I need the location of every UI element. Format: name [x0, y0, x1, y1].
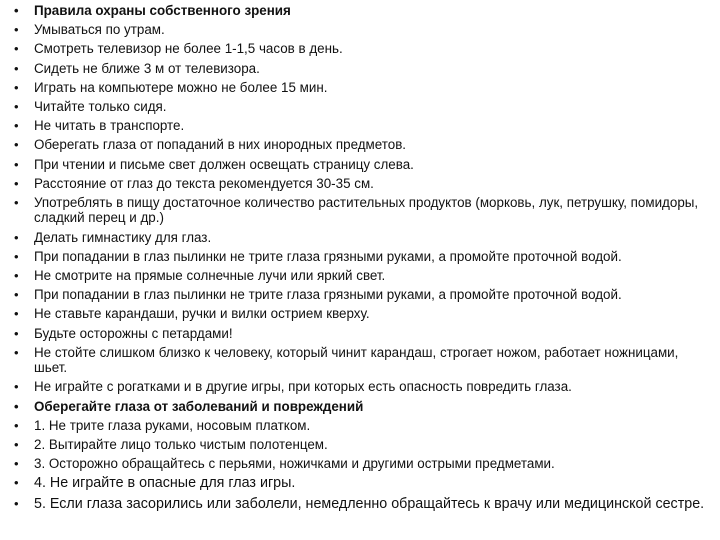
item-text: 1. Не трите глаза руками, носовым платком. — [34, 417, 311, 433]
list-item — [14, 80, 710, 96]
bullet-icon: • — [14, 194, 19, 210]
item-text: Не играйте с рогатками и в другие игры, при которых есть опасность повредить глаза. — [34, 379, 572, 395]
bullet-icon: • — [14, 379, 19, 395]
list-item — [14, 41, 710, 57]
section-heading — [14, 3, 710, 19]
item-text: При попадании в глаз пылинки не трите глаза грязными руками, а промойте проточной водой. — [34, 287, 622, 303]
list-item — [14, 456, 710, 472]
list-item — [14, 99, 710, 115]
list-item — [14, 268, 710, 284]
list-item — [14, 287, 710, 303]
bullet-icon: • — [14, 306, 19, 322]
item-text: Будьте осторожны с петардами! — [34, 325, 233, 341]
item-text: 2. Вытирайте лицо только чистым полотенцем. — [34, 436, 328, 452]
bullet-icon: • — [14, 456, 19, 472]
bullet-icon: • — [14, 475, 19, 491]
bullet-icon: • — [14, 118, 19, 134]
bullet-icon: • — [14, 436, 19, 452]
list-item — [14, 22, 710, 38]
item-text: Читайте только сидя. — [34, 98, 167, 114]
bullet-icon: • — [14, 267, 19, 283]
list-item — [14, 157, 710, 173]
rules-list — [14, 3, 710, 516]
bullet-icon: • — [14, 156, 19, 172]
list-item — [14, 437, 710, 453]
list-item — [14, 230, 710, 246]
list-item — [14, 418, 710, 434]
item-text: Не ставьте карандаши, ручки и вилки острием кверху. — [34, 306, 370, 322]
bullet-icon: • — [14, 175, 19, 191]
item-text: Делать гимнастику для глаз. — [34, 229, 212, 245]
list-item — [14, 475, 710, 492]
bullet-icon: • — [14, 398, 19, 414]
item-text: Употреблять в пищу достаточное количество растительных продуктов (морковь, лук, петрушку, помидоры, сладкий перец и др.) — [34, 194, 699, 226]
bullet-icon: • — [14, 98, 19, 114]
item-text: 5. Если глаза засорились или заболели, немедленно обращайтесь к врачу или медицинской сестре. — [34, 495, 705, 512]
bullet-icon: • — [14, 248, 19, 264]
list-item — [14, 61, 710, 77]
list-item — [14, 176, 710, 192]
list-item — [14, 326, 710, 342]
list-item — [14, 118, 710, 134]
item-text: 3. Осторожно обращайтесь с перьями, ножичками и другими острыми предметами. — [34, 456, 555, 472]
list-item — [14, 379, 710, 395]
list-item — [14, 496, 710, 513]
item-text: Расстояние от глаз до текста рекомендуется 30-35 см. — [34, 175, 374, 191]
item-text: Правила охраны собственного зрения — [34, 3, 291, 18]
item-text: Оберегайте глаза от заболеваний и повреждений — [34, 398, 364, 414]
item-text: 4. Не играйте в опасные для глаз игры. — [34, 475, 296, 492]
bullet-icon: • — [14, 417, 19, 433]
bullet-icon: • — [14, 495, 19, 511]
item-text: Смотреть телевизор не более 1-1,5 часов в день. — [34, 41, 343, 57]
bullet-icon: • — [14, 22, 19, 38]
item-text: Умываться по утрам. — [34, 22, 165, 38]
bullet-icon: • — [14, 344, 19, 360]
bullet-icon: • — [14, 229, 19, 245]
list-item — [14, 345, 710, 376]
item-text: Не смотрите на прямые солнечные лучи или яркий свет. — [34, 267, 386, 283]
bullet-icon: • — [14, 137, 19, 153]
item-text: Не читать в транспорте. — [34, 118, 185, 134]
item-text: При попадании в глаз пылинки не трите глаза грязными руками, а промойте проточной водой. — [34, 248, 622, 264]
bullet-icon: • — [14, 41, 19, 57]
bullet-icon: • — [14, 79, 19, 95]
list-item — [14, 195, 710, 226]
list-item — [14, 249, 710, 265]
item-text: Оберегать глаза от попаданий в них инородных предметов. — [34, 137, 407, 153]
bullet-icon: • — [14, 60, 19, 76]
bullet-icon: • — [14, 325, 19, 341]
list-item — [14, 137, 710, 153]
list-item — [14, 306, 710, 322]
item-text: Не стойте слишком близко к человеку, который чинит карандаш, строгает ножом, работает ножницами, шьет. — [34, 344, 679, 376]
bullet-icon: • — [14, 3, 19, 18]
item-text: Играть на компьютере можно не более 15 мин. — [34, 79, 328, 95]
item-text: При чтении и письме свет должен освещать страницу слева. — [34, 156, 414, 172]
bullet-icon: • — [14, 287, 19, 303]
item-text: Сидеть не ближе 3 м от телевизора. — [34, 60, 260, 76]
section-heading — [14, 399, 710, 415]
